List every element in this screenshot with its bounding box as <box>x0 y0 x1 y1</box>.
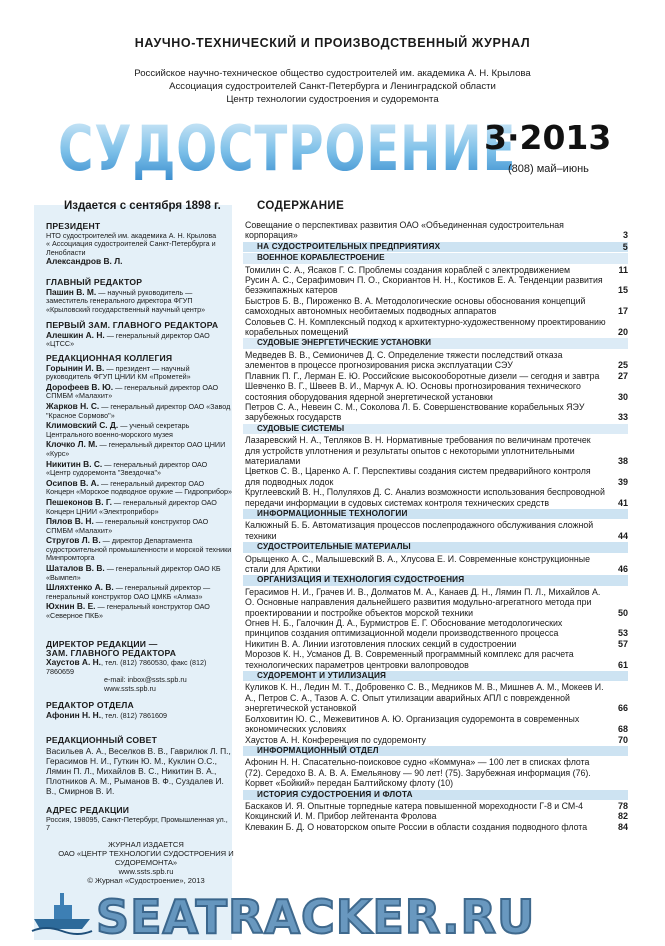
toc-text: Морозов К. Н., Усманов Д. В. Современный программный комплекс для расчета технологических параметров центровки валопроводов <box>245 649 574 670</box>
toc-text: Огнев Н. Б., Галочкин Д. А., Бурмистров Е. Г. Обоснование методологических принципов создания оптимизационной модели производственного процесса <box>245 618 563 639</box>
toc-text: Петров С. А., Невеин С. М., Соколова Л. Б. Совершенствование корабельных ЯЭУ зарубежных государств <box>245 401 585 423</box>
toc-item <box>243 639 628 649</box>
editorial-board <box>46 354 232 621</box>
toc-text: Куликов К. Н., Ледин М. Т., Добровенко С. В., Медников М. В., Мишнев А. М., Мокеев И. А., Петров С. А., Тазов А. С. Опыт утилизации аварийных АПЛ с поврежденной энергетической установкой <box>245 682 604 714</box>
council-block <box>46 736 232 797</box>
toc-item <box>243 350 628 371</box>
toc-page: 27 <box>617 370 628 381</box>
publisher-block <box>46 840 246 885</box>
council-title: РЕДАКЦИОННЫЙ СОВЕТ <box>46 735 158 745</box>
toc-text: СУДОВЫЕ ЭНЕРГЕТИЧЕСКИЕ УСТАНОВКИ <box>257 338 432 348</box>
toc-page: 66 <box>617 703 628 714</box>
address-block <box>46 806 232 833</box>
president-org-1: НТО судостроителей им. академика А. Н. Крылова <box>46 230 217 240</box>
toc-section <box>243 575 628 585</box>
toc-page: 25 <box>617 360 628 371</box>
published-since: Издается с сентября 1898 г. <box>64 200 221 212</box>
toc-item <box>243 317 628 338</box>
toc-item <box>243 811 628 821</box>
toc-item <box>243 296 628 317</box>
board-member: Дорофеев В. Ю. — генеральный директор ОАО СПМБМ «Малахит» <box>46 381 219 401</box>
toc-page: 17 <box>617 306 628 317</box>
toc-page: 61 <box>617 659 628 670</box>
deputy-editor-title: ПЕРВЫЙ ЗАМ. ГЛАВНОГО РЕДАКТОРА <box>46 320 219 330</box>
toc-text: СУДОВЫЕ СИСТЕМЫ <box>257 423 345 433</box>
toc-section <box>243 671 628 681</box>
toc-item <box>243 822 628 832</box>
toc-text: Хаустов А. Н. Конференция по судоремонту <box>245 734 426 745</box>
watermark: SEATRACKER.RU <box>96 890 536 944</box>
toc-section <box>243 542 628 552</box>
toc-page: 53 <box>617 628 628 639</box>
editorial-board-title: РЕДАКЦИОННАЯ КОЛЛЕГИЯ <box>46 353 173 363</box>
toc-section <box>243 509 628 519</box>
toc-page: 15 <box>617 285 628 296</box>
toc-page: 44 <box>617 530 628 541</box>
chief-editor-desc: — научный руководитель — заместитель генерального директора ФГУП «Крыловский государственный научный центр» <box>46 287 206 314</box>
toc-page: 30 <box>617 391 628 402</box>
chief-editor-title: ГЛАВНЫЙ РЕДАКТОР <box>46 277 143 287</box>
board-member: Жарков Н. С. — генеральный директор ОАО «Завод "Красное Сормово"» <box>46 400 231 420</box>
toc-page: 46 <box>617 564 628 574</box>
director-title-2: ЗАМ. ГЛАВНОГО РЕДАКТОРА <box>46 647 177 658</box>
toc-item <box>243 435 628 466</box>
toc-text: СУДОСТРОИТЕЛЬНЫЕ МАТЕРИАЛЫ <box>257 542 411 552</box>
toc-text: ОРГАНИЗАЦИЯ И ТЕХНОЛОГИЯ СУДОСТРОЕНИЯ <box>257 575 465 585</box>
toc-text: Плавник П. Г., Лерман Е. Ю. Российские высокооборотные дизели — сегодня и завтра <box>245 370 600 381</box>
toc-text: Лазаревский Н. А., Тепляков В. Н. Нормативные требования по величинам протечек для устройств уплотнения и результаты опытов с некоторыми уплотнительными материалами <box>245 435 591 466</box>
president-title: ПРЕЗИДЕНТ <box>46 221 101 231</box>
toc-page: 57 <box>617 638 628 649</box>
toc-text: Цветков С. В., Царенко А. Г. Перспективы создания систем предварийного контроля для подводных лодок <box>245 466 591 487</box>
toc-item <box>243 554 628 575</box>
toc-subsection <box>243 338 628 348</box>
deputy-editor-desc: — генеральный директор ОАО «ЦТСС» <box>46 330 210 349</box>
toc-item <box>243 735 628 745</box>
toc-page: 5 <box>622 241 628 252</box>
board-member: Горынин И. В. — президент — научный руководитель ФГУП ЦНИИ КМ «Прометей» <box>46 362 191 382</box>
toc-text: Афонин Н. Н. Спасательно-поисковое судно «Коммуна» — 100 лет в списках флота (72). Середохо В. А. В. А. Емельянову — 90 лет! (75). Зарубежная информация (76). Корвет «Бойкий» передан Балтийскому флоту (10) <box>245 757 591 789</box>
toc-text: СУДОРЕМОНТ И УТИЛИЗАЦИЯ <box>257 671 387 681</box>
president-name: Александров В. Л. <box>46 256 123 267</box>
chief-editor-block <box>46 278 232 314</box>
toc-text: Никитин В. А. Линии изготовления плоских секций в судостроении <box>245 638 517 649</box>
toc-page: 68 <box>617 724 628 735</box>
council-members: Васильев А. А., Веселков В. В., Гаврилюк Л. П., Герасимов Н. И., Гуткин Ю. М., Куклин О.С., Лямин П. Л., Михайлов В. С., Никитин В. А., Плотников А. М., Рыманов В. Ф., Суздалев И. В., Смирнов В. И. <box>46 745 231 797</box>
toc-page: 39 <box>617 476 628 487</box>
issue-period: (808) май–июнь <box>508 163 589 175</box>
toc-text: ИНФОРМАЦИОННЫЕ ТЕХНОЛОГИИ <box>257 508 408 518</box>
toc-page: 82 <box>617 811 628 822</box>
toc-section <box>243 242 628 252</box>
toc-item <box>243 220 628 241</box>
toc-item <box>243 757 628 788</box>
toc-subsection <box>243 424 628 434</box>
dept-editor-name: Афонин Н. Н. <box>46 709 102 720</box>
board-member: Клочко Л. М. — генеральный директор ОАО ЦНИИ «Курс» <box>46 439 226 458</box>
copyright: © Журнал «Судостроение», 2013 <box>87 876 205 885</box>
toc-text: Совещание о перспективах развития ОАО «Объединенная судостроительная корпорация» <box>245 220 564 241</box>
toc-text: Томилин С. А., Ясаков Г. С. Проблемы создания кораблей с электродвижением <box>245 264 571 275</box>
board-member: Шаталов В. В. — генеральный директор ОАО КБ «Вымпел» <box>46 563 221 582</box>
board-member: Осипов В. А. — генеральный директор ОАО Концерн «Морское подводное оружие — Гидроприбор» <box>46 477 232 497</box>
toc-item <box>243 801 628 811</box>
journal-type-title: НАУЧНО-ТЕХНИЧЕСКИЙ И ПРОИЗВОДСТВЕННЫЙ ЖУРНАЛ <box>134 36 531 50</box>
toc-page: 84 <box>617 821 628 832</box>
toc-text: Медведев В. В., Семионичев Д. С. Определение тяжести последствий отказа элементов в процессе прогнозирования риска эксплуатации СЭУ <box>245 349 563 371</box>
toc-text: Калюжный Б. Б. Автоматизация процессов послепродажного обслуживания сложной техники <box>245 520 594 541</box>
table-of-contents <box>243 220 628 832</box>
toc-item <box>243 275 628 296</box>
board-member: Юхнин В. Е. — генеральный конструктор ОАО «Северное ПКБ» <box>46 601 210 621</box>
address-text: Россия, 198095, Санкт-Петербург, Промышленная ул., 7 <box>46 814 228 833</box>
president-org-2: « Ассоциация судостроителей Санкт-Петербурга и Ленобласти <box>46 239 216 257</box>
publisher-line-1: Российское научно-техническое общество судостроителей им. академика А. Н. Крылова <box>134 68 531 79</box>
dept-editor-phone: , тел. (812) 7861609 <box>101 710 167 720</box>
deputy-editor-block <box>46 321 232 349</box>
dept-editor-block <box>46 701 232 720</box>
toc-item <box>243 587 628 618</box>
toc-text: ИНФОРМАЦИОННЫЙ ОТДЕЛ <box>257 745 379 755</box>
toc-text: ВОЕННОЕ КОРАБЛЕСТРОЕНИЕ <box>257 253 385 263</box>
toc-page: 33 <box>617 412 628 423</box>
toc-text: Шевченко В. Г., Швеев В. И., Марчук А. Ю. Основы прогнозирования технического состояния оборудования ядерной энергетической установки <box>245 381 581 402</box>
toc-page: 50 <box>617 607 628 618</box>
board-member: Пешеконов В. Г. — генеральный директор ОАО Концерн ЦНИИ «Электроприбор» <box>46 496 217 516</box>
director-title-1: ДИРЕКТОР РЕДАКЦИИ — <box>46 639 158 649</box>
board-member: Климовский С. Д. — ученый секретарь Центрального военно-морского музея <box>46 420 190 439</box>
toc-page: 20 <box>617 327 628 338</box>
director-phone: , тел. (812) 7860530, факс (812) 7860659 <box>46 658 207 676</box>
publisher-line-2: Ассоциация судостроителей Санкт-Петербурга и Ленинградской области <box>169 81 496 92</box>
president-block <box>46 222 232 266</box>
journal-logo: СУДОСТРОЕНИЕ <box>58 112 517 185</box>
toc-page: 38 <box>617 455 628 466</box>
board-member: Никитин В. С. — генеральный директор ОАО «Центр судоремонта "Звездочка"» <box>46 458 208 478</box>
contents-heading: СОДЕРЖАНИЕ <box>257 200 345 212</box>
toc-text: НА СУДОСТРОИТЕЛЬНЫХ ПРЕДПРИЯТИЯХ <box>257 241 441 251</box>
director-email: e-mail: inbox@ssts.spb.ru <box>104 675 187 685</box>
toc-text: Быстров Б. В., Пироженко В. А. Методологические основы обоснования концепций самоходных автономных необитаемых подводных аппаратов <box>245 295 586 317</box>
toc-text: Баскаков И. Я. Опытные торпедные катера повышенной мореходности Г-8 и СМ-4 <box>245 800 584 811</box>
toc-item <box>243 371 628 381</box>
director-site: www.ssts.spb.ru <box>104 683 156 693</box>
toc-page: 70 <box>617 734 628 745</box>
toc-page: 11 <box>618 264 628 275</box>
toc-item <box>243 487 628 508</box>
toc-item <box>243 714 628 735</box>
dept-editor-title: РЕДАКТОР ОТДЕЛА <box>46 700 134 710</box>
chief-editor-name: Пашин В. М. <box>46 286 97 297</box>
toc-item <box>243 265 628 275</box>
toc-item <box>243 618 628 639</box>
director-name: Хаустов А. Н. <box>46 657 102 668</box>
toc-text: Русин А. С., Серафимович П. О., Скориантов Н. Н., Костиков Е. А. Тенденции развития безэкипажных катеров <box>245 275 603 296</box>
toc-subsection <box>243 253 628 263</box>
toc-page: 41 <box>617 497 628 508</box>
toc-text: Кокцинский И. М. Прибор лейтенанта Фролова <box>245 811 437 822</box>
toc-item <box>243 381 628 402</box>
toc-item <box>243 520 628 541</box>
toc-item <box>243 649 628 670</box>
toc-text: Круглеевский В. Н., Полуляхов Д. С. Анализ возможности использования беспроводной передачи информации в судовых системах контроля технических средств <box>245 487 605 508</box>
publisher-line-1: ЖУРНАЛ ИЗДАЕТСЯ <box>108 840 184 849</box>
board-member: Пялов В. Н. — генеральный конструктор ОАО СПМБМ «Малахит» <box>46 516 209 535</box>
toc-text: Болховитин Ю. С., Межевитинов А. Ю. Организация судоремонта в современных экономических условиях <box>245 713 580 735</box>
toc-item <box>243 682 628 713</box>
address-title: АДРЕС РЕДАКЦИИ <box>46 805 130 815</box>
toc-text: Орыщенко А. С., Малышевский В. А., Хлусова Е. И. Современные конструкционные стали для Арктики <box>245 553 590 574</box>
board-member: Стругов Л. В. — директор Департамента судостроительной промышленности и морской техники Минпромторга <box>46 535 232 563</box>
ship-logo-icon <box>30 885 94 935</box>
deputy-editor-name: Алешкин А. Н. <box>46 329 105 340</box>
toc-text: Герасимов Н. И., Грачев И. В., Долматов М. А., Канаев Д. Н., Лямин П. Л., Михайлов А. О. Основные направления дальнейшего развития модульно-агрегатного метода при проектировании и постройке объектов морской техники <box>245 586 601 618</box>
toc-text: ИСТОРИЯ СУДОСТРОЕНИЯ И ФЛОТА <box>257 789 413 799</box>
publisher-line-3: Центр технологии судостроения и судоремонта <box>226 94 439 105</box>
director-block <box>46 640 232 694</box>
issue-number: 3·2013 <box>484 118 612 157</box>
toc-section <box>243 790 628 800</box>
toc-section <box>243 746 628 756</box>
toc-item <box>243 402 628 423</box>
toc-item <box>243 466 628 487</box>
toc-page: 3 <box>622 230 628 241</box>
board-member: Шляхтенко А. В. — генеральный директор — генеральный конструктор ОАО ЦМКБ «Алмаз» <box>46 582 211 601</box>
publisher-line-2: ОАО «ЦЕНТР ТЕХНОЛОГИИ СУДОСТРОЕНИЯ И СУДОРЕМОНТА» <box>58 849 234 867</box>
toc-text: Соловьев С. Н. Комплексный подход к архитектурно-художественному проектированию корабельных помещений <box>245 316 606 338</box>
publisher-site: www.ssts.spb.ru <box>118 867 174 876</box>
toc-text: Клевакин Б. Д. О новаторском опыте России в области создания подводного флота <box>245 821 588 832</box>
toc-page: 78 <box>617 800 628 811</box>
